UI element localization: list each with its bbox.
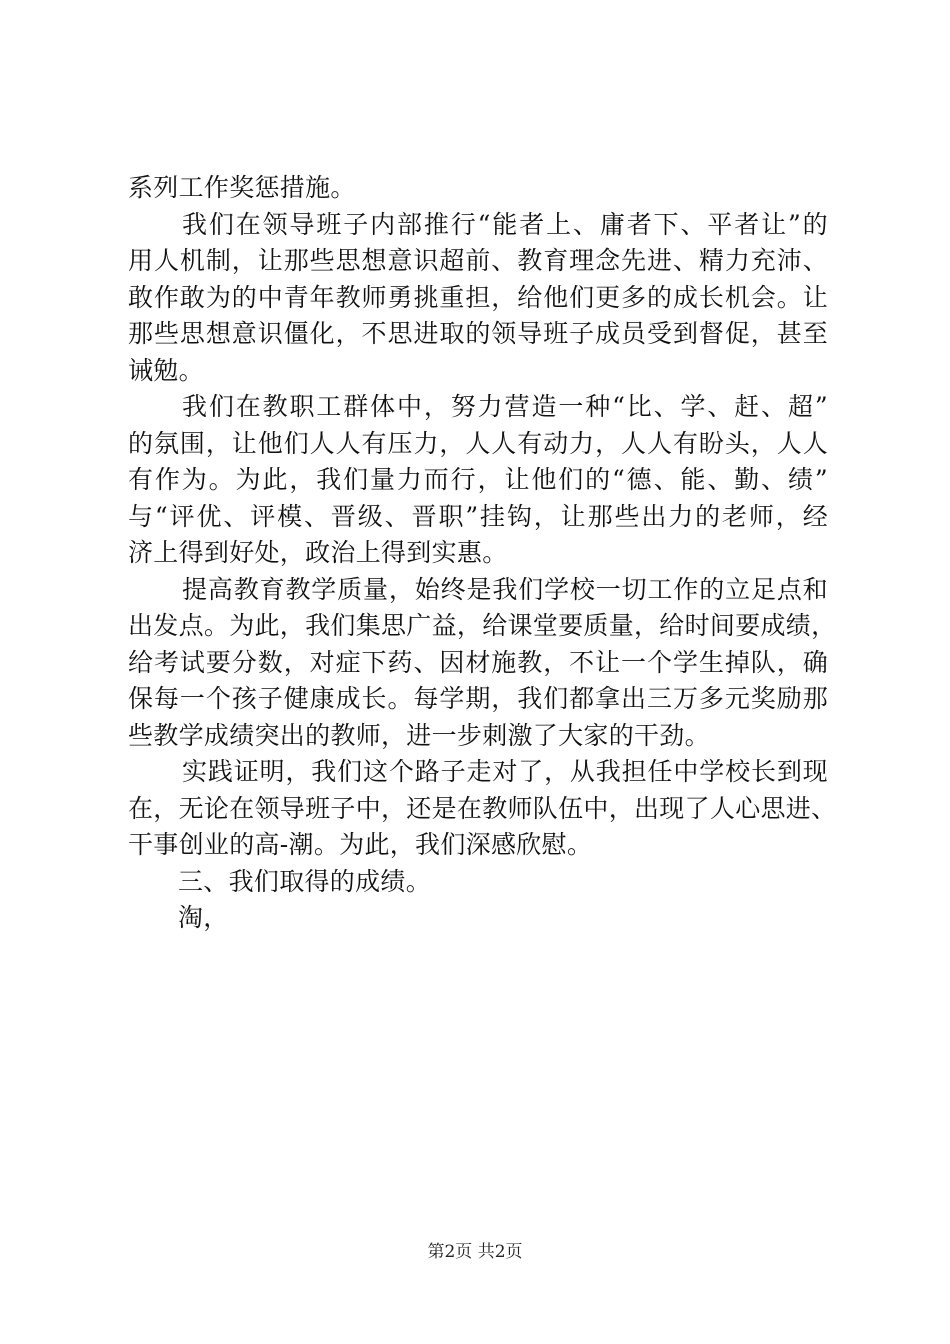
text-line: 济上得到好处，政治上得到实惠。 [128, 538, 508, 567]
text-line: 在，无论在领导班子中，还是在教师队伍中，出现了人心思进、 [128, 793, 837, 823]
text-line: 干事创业的高-潮。为此，我们深感欣慰。 [128, 830, 593, 859]
text-line: 给考试要分数，对症下药、因材施教，不让一个学生掉队，确 [128, 647, 828, 677]
text-line: 那些思想意识僵化，不思进取的领导班子成员受到督促，甚至 [128, 319, 828, 348]
text-line: 些教学成绩突出的教师，进一步刺激了大家的干劲。 [128, 720, 710, 750]
page-number-footer: 第2页 共2页 [427, 1242, 523, 1262]
text-line: 敢作敢为的中青年教师勇挑重担，给他们更多的成长机会。让 [128, 282, 828, 312]
text-line: 与“评优、评模、晋级、晋职”挂钩，让那些出力的老师，经 [128, 501, 828, 531]
text-line: 系列工作奖惩措施。 [128, 173, 356, 202]
text-line: 淘， [178, 903, 229, 932]
text-line: 诫勉。 [128, 355, 204, 385]
text-line: 出发点。为此，我们集思广益，给课堂要质量，给时间要成绩， [128, 611, 837, 640]
text-line: 提高教育教学质量，始终是我们学校一切工作的立足点和 [182, 574, 828, 604]
text-line: 我们在领导班子内部推行“能者上、庸者下、平者让”的 [182, 209, 828, 239]
text-line: 有作为。为此，我们量力而行，让他们的“德、能、勤、绩” [128, 465, 828, 494]
text-line: 实践证明，我们这个路子走对了，从我担任中学校长到现 [182, 757, 828, 786]
text-line: 用人机制，让那些思想意识超前、教育理念先进、精力充沛、 [128, 246, 828, 275]
text-line: 保每一个孩子健康成长。每学期，我们都拿出三万多元奖励那 [128, 684, 828, 713]
document-body [128, 170, 837, 937]
section-heading: 三、我们取得的成绩。 [178, 866, 432, 896]
text-line: 我们在教职工群体中，努力营造一种“比、学、赶、超” [182, 392, 828, 421]
text-line: 的氛围，让他们人人有压力，人人有动力，人人有盼头，人人 [128, 428, 828, 458]
